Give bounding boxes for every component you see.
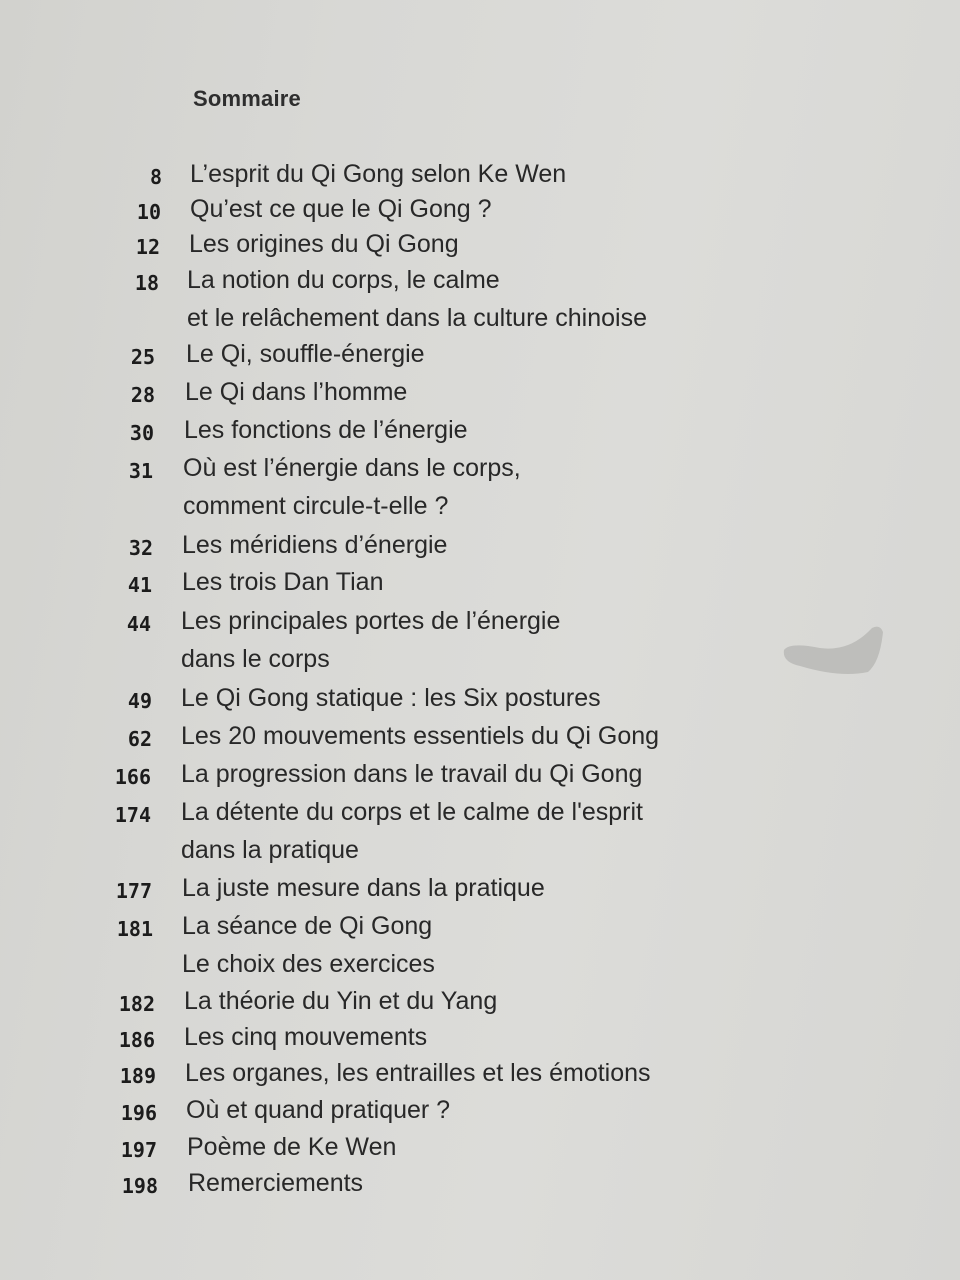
toc-page-number: 44 bbox=[126, 612, 151, 636]
toc-title-line: L’esprit du Qi Gong selon Ke Wen bbox=[190, 160, 567, 188]
toc-title bbox=[181, 602, 560, 678]
toc-page-number: 198 bbox=[121, 1174, 158, 1198]
toc-page-number: 196 bbox=[120, 1101, 157, 1125]
toc-page-number: 166 bbox=[114, 765, 151, 789]
toc-page-number: 25 bbox=[130, 345, 155, 369]
toc-title bbox=[181, 793, 643, 869]
toc-page-number: 18 bbox=[134, 271, 159, 295]
toc-title bbox=[182, 526, 447, 564]
toc-title-line: Les organes, les entrailles et les émotions bbox=[185, 1059, 651, 1087]
toc-title-line: Le Qi dans l’homme bbox=[185, 378, 408, 406]
toc-title bbox=[186, 1091, 450, 1129]
toc-title bbox=[183, 449, 521, 525]
toc-title-line: Poème de Ke Wen bbox=[187, 1133, 397, 1161]
toc-title-line: dans la pratique bbox=[181, 836, 359, 864]
toc-page-number: 182 bbox=[118, 992, 155, 1016]
toc-title bbox=[184, 982, 497, 1020]
toc-page-number: 31 bbox=[128, 459, 153, 483]
toc-title-line: Les origines du Qi Gong bbox=[189, 230, 459, 258]
toc-title-line: Le Qi Gong statique : les Six postures bbox=[181, 684, 601, 712]
toc-page-number: 28 bbox=[130, 383, 155, 407]
toc-title-line: Les fonctions de l’énergie bbox=[184, 416, 468, 444]
toc-title bbox=[187, 261, 647, 337]
toc-page-number: 49 bbox=[127, 689, 152, 713]
toc-title-line: comment circule-t-elle ? bbox=[183, 492, 449, 520]
toc-title-line: Les principales portes de l’énergie bbox=[181, 607, 561, 635]
toc-title-line: La théorie du Yin et du Yang bbox=[184, 987, 498, 1015]
toc-title bbox=[181, 755, 642, 793]
toc-title bbox=[181, 717, 659, 755]
toc-title-line: La séance de Qi Gong bbox=[182, 912, 433, 940]
toc-page-number: 30 bbox=[129, 421, 154, 445]
toc-title-line: Les trois Dan Tian bbox=[182, 568, 384, 596]
toc-title bbox=[181, 679, 601, 717]
toc-page-number: 62 bbox=[127, 727, 152, 751]
toc-title-line: et le relâchement dans la culture chinoise bbox=[187, 304, 647, 332]
toc-title-line: Les 20 mouvements essentiels du Qi Gong bbox=[181, 722, 660, 750]
toc-title-line: La détente du corps et le calme de l'esprit bbox=[181, 798, 643, 826]
toc-page-number: 181 bbox=[116, 917, 153, 941]
toc-title bbox=[188, 1164, 363, 1202]
toc-page-number: 12 bbox=[135, 235, 160, 259]
toc-title bbox=[184, 411, 468, 449]
toc-page-number: 32 bbox=[128, 536, 153, 560]
toc-title bbox=[182, 563, 384, 601]
toc-title bbox=[184, 1018, 427, 1056]
toc-title-line: Où et quand pratiquer ? bbox=[186, 1096, 451, 1124]
toc-title-line: Qu’est ce que le Qi Gong ? bbox=[190, 195, 492, 223]
toc-page-number: 189 bbox=[119, 1064, 156, 1088]
toc-page-number: 10 bbox=[136, 200, 161, 224]
toc-title-line: Remerciements bbox=[188, 1169, 364, 1197]
toc-title-line: dans le corps bbox=[181, 645, 330, 673]
toc-title-line: Le Qi, souffle-énergie bbox=[186, 340, 425, 368]
toc-page-number: 174 bbox=[114, 803, 151, 827]
toc-page-number: 177 bbox=[115, 879, 152, 903]
toc-title bbox=[185, 1054, 651, 1092]
page-shadow-mark bbox=[780, 622, 890, 678]
toc-title bbox=[182, 869, 545, 907]
toc-title-line: La juste mesure dans la pratique bbox=[182, 874, 545, 902]
toc-title bbox=[182, 907, 435, 983]
toc-title-line: La progression dans le travail du Qi Gong bbox=[181, 760, 643, 788]
toc-page-number: 186 bbox=[118, 1028, 155, 1052]
toc-title bbox=[186, 335, 425, 373]
toc-title-line: Le choix des exercices bbox=[182, 950, 435, 978]
toc-title-line: La notion du corps, le calme bbox=[187, 266, 500, 294]
toc-title-line: Les cinq mouvements bbox=[184, 1023, 428, 1051]
toc-title bbox=[185, 373, 407, 411]
toc-page-number: 8 bbox=[149, 165, 162, 189]
toc-title bbox=[190, 190, 492, 228]
toc-title bbox=[190, 155, 566, 193]
toc-title bbox=[187, 1128, 396, 1166]
toc-page-number: 41 bbox=[127, 573, 152, 597]
toc-title-line: Les méridiens d’énergie bbox=[182, 531, 448, 559]
page-title: Sommaire bbox=[193, 86, 301, 111]
toc-title bbox=[189, 225, 459, 263]
toc-page-number: 197 bbox=[120, 1138, 157, 1162]
toc-title-line: Où est l’énergie dans le corps, bbox=[183, 454, 521, 482]
